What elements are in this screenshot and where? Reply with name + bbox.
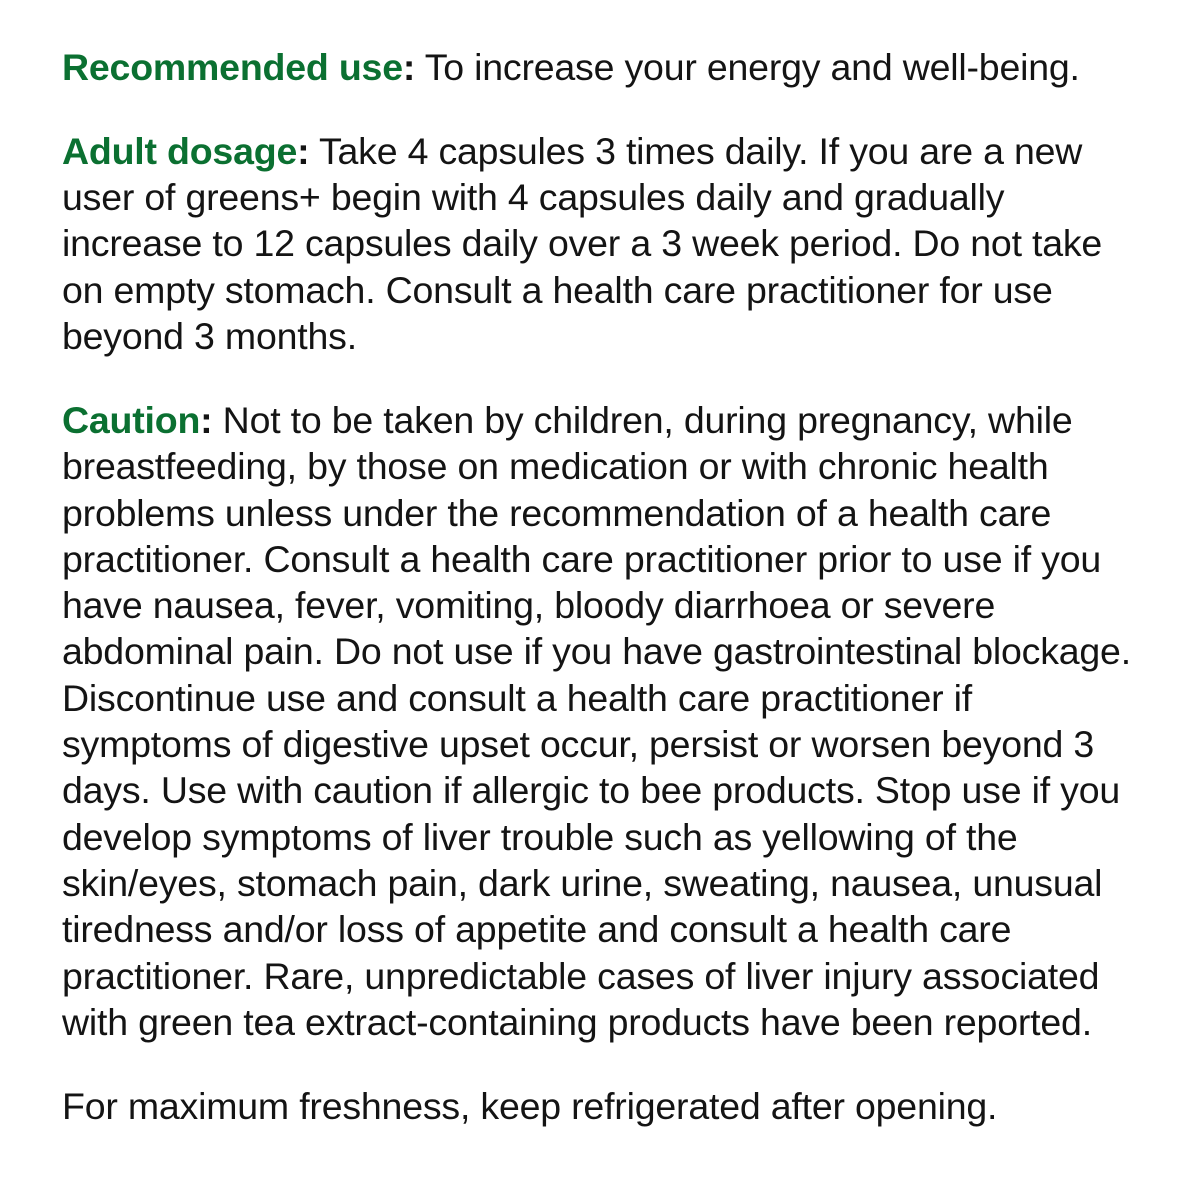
- recommended-use-colon: :: [402, 46, 416, 88]
- caution-heading: Caution: [62, 398, 201, 441]
- recommended-use-text: To increase your energy and well-being.: [415, 46, 1080, 88]
- adult-dosage-colon: :: [297, 129, 310, 172]
- caution-section: [62, 397, 1144, 1045]
- adult-dosage-heading: Adult dosage: [62, 129, 298, 172]
- caution-text: Not to be taken by children, during pregnancy, while breastfeeding, by those on medication or with chronic health problems unless under the recommendation of a health care practitioner. Consult a health care practitioner prior to use if you have nausea, fever, vomiting, bloody diarrhoea or severe abdominal pain. Do not use if you have gastrointestinal blockage. Discontinue use and consult a health care practitioner if symptoms of digestive upset occur, persist or worsen beyond 3 days. Use with caution if allergic to bee products. Stop use if you develop symptoms of liver trouble such as yellowing of the skin/eyes, stomach pain, dark urine, sweating, nausea, unusual tiredness and/or loss of appetite and consult a health care practitioner. Rare, unpredictable cases of liver injury associated with green tea extract-containing products have been reported.: [62, 398, 1131, 1043]
- adult-dosage-section: [62, 128, 1144, 360]
- recommended-use-section: [62, 44, 1144, 90]
- adult-dosage-text: Take 4 capsules 3 times daily. If you are a new user of greens+ begin with 4 capsules daily and gradually increase to 12 capsules daily over a 3 week period. Do not take on empty stomach. Consult a health care practitioner for use beyond 3 months.: [62, 129, 1103, 358]
- recommended-use-heading: Recommended use: [62, 46, 403, 88]
- caution-colon: :: [200, 398, 213, 441]
- storage-note: For maximum freshness, keep refrigerated after opening.: [62, 1084, 998, 1127]
